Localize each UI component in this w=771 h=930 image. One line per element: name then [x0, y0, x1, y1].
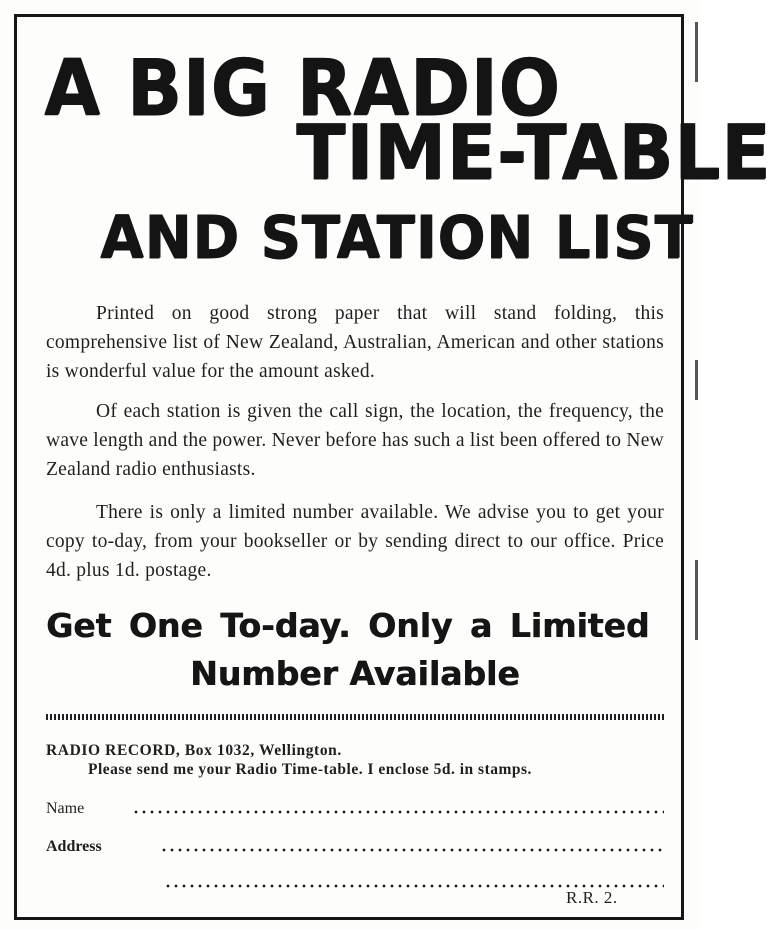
page-edge-mark [695, 360, 698, 400]
coupon-cut-line [46, 714, 664, 720]
address-field[interactable] [160, 848, 664, 852]
headline-line-3: AND STATION LIST [100, 204, 694, 273]
page-edge-mark [695, 22, 698, 82]
coupon-request: Please send me your Radio Time-table. I enclose 5d. in stamps. [88, 761, 532, 778]
name-label: Name [46, 800, 85, 817]
address-label: Address [46, 838, 102, 855]
reference-code: R.R. 2. [566, 888, 618, 907]
paragraph-description: Printed on good strong paper that will stand folding, this comprehensive list of New Zealand, Australian, American and other stations is wonderful value for the amount asked. [46, 303, 664, 382]
page-edge-mark [695, 560, 698, 640]
headline-line-2: TIME-TABLE [296, 108, 771, 197]
paragraph-availability: There is only a limited number available. We advise you to get your copy to-day, from your bookseller or by sending direct to our office. Price 4d. plus 1d. postage. [46, 502, 664, 581]
coupon-address: RADIO RECORD, Box 1032, Wellington. [46, 742, 342, 759]
call-to-action-line-2: Number Available [190, 654, 520, 693]
name-field[interactable] [132, 810, 664, 814]
paragraph-contents: Of each station is given the call sign, the location, the frequency, the wave length and the power. Never before has such a list been offered to New Zealand radio enthusiasts. [46, 401, 664, 480]
headline-line-1: A BIG RADIO [44, 42, 561, 133]
call-to-action-line-1: Get One To-day. Only a Limited [46, 606, 650, 645]
